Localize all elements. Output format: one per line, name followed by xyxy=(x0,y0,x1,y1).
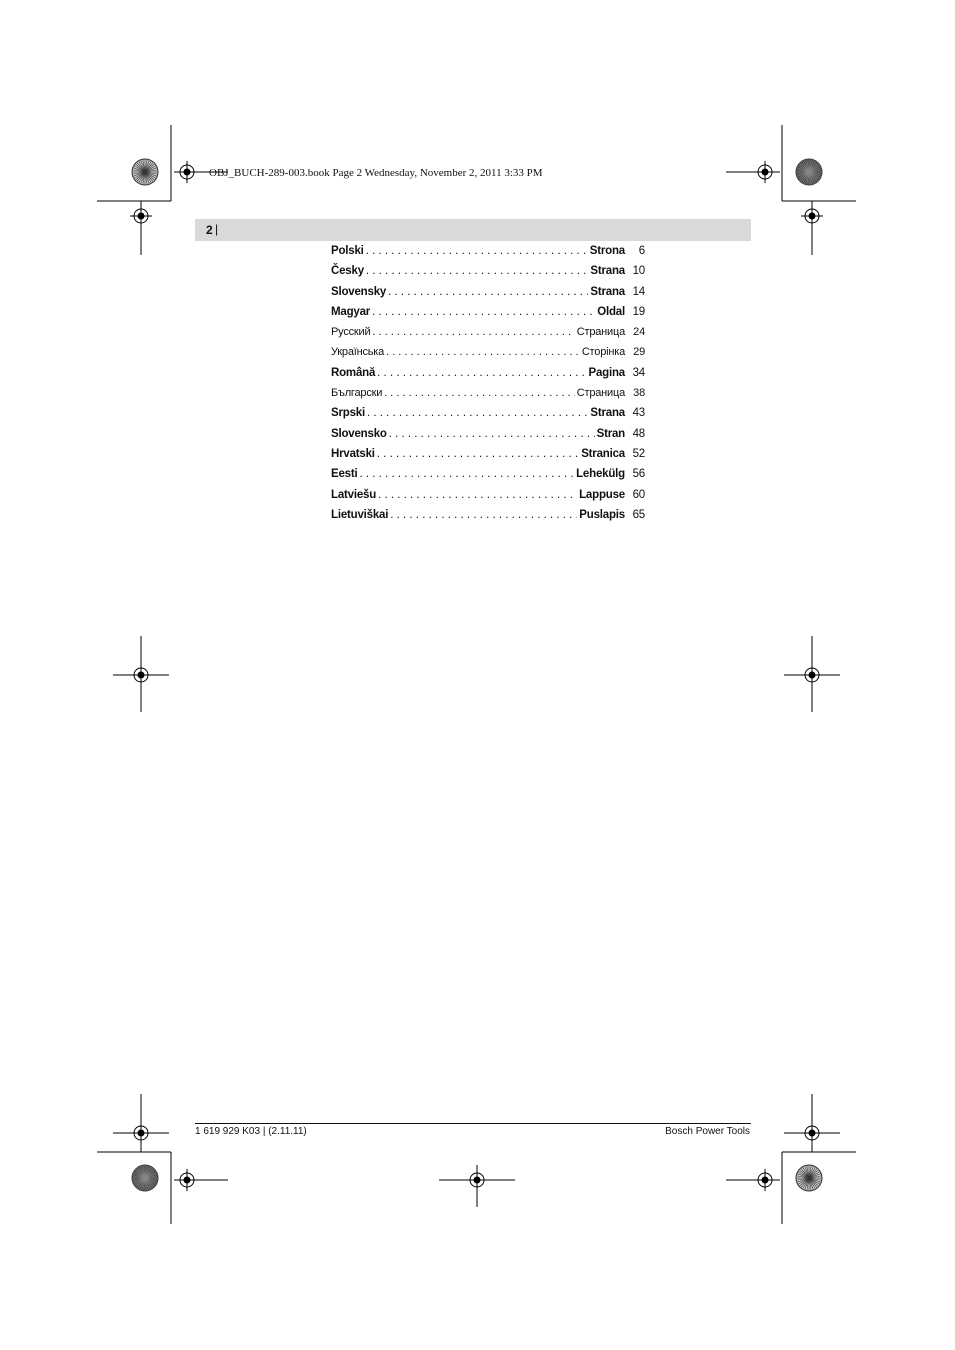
toc-page-word: Strana xyxy=(590,285,625,298)
toc-page-word: Pagina xyxy=(588,366,625,379)
toc-page-word: Сторінка xyxy=(581,346,625,359)
toc-page-word: Страница xyxy=(576,387,625,400)
toc-entry xyxy=(331,428,645,448)
toc-page-number: 14 xyxy=(632,285,645,298)
toc-language: Slovensko xyxy=(331,427,387,440)
toc-language: Polski xyxy=(331,245,364,257)
toc-language: Română xyxy=(331,366,376,379)
toc-language: Magyar xyxy=(331,305,371,318)
toc-page-number: 52 xyxy=(632,447,645,460)
toc-leader-dots xyxy=(377,367,586,379)
toc-entry xyxy=(331,346,645,366)
toc-page-number: 24 xyxy=(633,326,645,339)
toc-entry xyxy=(331,306,645,326)
toc-leader-dots xyxy=(386,346,580,358)
toc-language: Lietuviškai xyxy=(331,508,389,521)
toc-language: Hrvatski xyxy=(331,447,375,460)
toc-page-word: Puslapis xyxy=(579,508,625,521)
toc-entry xyxy=(331,326,645,346)
toc-page-word: Lehekülg xyxy=(576,468,625,481)
toc-page-number: 19 xyxy=(632,305,645,318)
toc-page-number: 38 xyxy=(633,387,645,400)
toc-entry xyxy=(331,245,645,265)
toc-page-word: Страница xyxy=(576,326,625,339)
toc-language: Srpski xyxy=(331,407,365,420)
toc-page-number: 56 xyxy=(632,468,645,481)
toc-page-number: 34 xyxy=(632,366,645,379)
toc-leader-dots xyxy=(366,265,589,277)
starburst-icon xyxy=(796,1165,822,1191)
toc-language: Eesti xyxy=(331,468,358,481)
header-bar xyxy=(195,219,751,241)
toc-page-word: Stranica xyxy=(581,447,625,460)
starburst-icon xyxy=(132,1165,158,1191)
toc-leader-dots xyxy=(377,448,579,460)
toc-leader-dots xyxy=(384,387,575,399)
toc-entry xyxy=(331,509,645,529)
toc-page-number: 48 xyxy=(632,427,645,440)
toc-language: Latviešu xyxy=(331,488,377,501)
toc-entry xyxy=(331,265,645,285)
toc-page-word: Oldal xyxy=(597,305,625,318)
toc-page-word: Lappuse xyxy=(579,488,625,501)
toc-entry xyxy=(331,407,645,427)
toc-leader-dots xyxy=(367,407,588,419)
toc-entry xyxy=(331,367,645,387)
toc-entry xyxy=(331,489,645,509)
starburst-icon xyxy=(796,159,822,185)
toc-page-word: Strana xyxy=(590,265,625,278)
toc-page-word: Strona xyxy=(589,245,625,257)
toc-language: Українська xyxy=(331,346,385,359)
footer-rule xyxy=(195,1123,751,1124)
toc-language: Русский xyxy=(331,326,371,339)
toc-page-word: Stran xyxy=(596,427,625,440)
toc-entry xyxy=(331,286,645,306)
toc-leader-dots xyxy=(366,245,588,257)
page-number: 2 xyxy=(206,223,213,237)
toc-page-word: Strana xyxy=(590,407,625,420)
toc-page-number: 10 xyxy=(632,265,645,278)
toc-leader-dots xyxy=(372,326,574,338)
footer-document-number: 1 619 929 K03 | (2.11.11) xyxy=(195,1126,307,1137)
toc-entry xyxy=(331,468,645,488)
starburst-icon xyxy=(132,159,158,185)
toc-page-number: 60 xyxy=(632,488,645,501)
toc-language: Slovensky xyxy=(331,285,387,298)
footer-brand: Bosch Power Tools xyxy=(665,1126,750,1137)
toc-page-number: 29 xyxy=(633,346,645,359)
toc-language: Česky xyxy=(331,265,364,278)
print-slug: OBJ_BUCH-289-003.book Page 2 Wednesday, November 2, 2011 3:33 PM xyxy=(209,167,543,179)
toc-leader-dots xyxy=(360,468,575,480)
toc-page-number: 6 xyxy=(638,245,645,257)
toc-leader-dots xyxy=(389,428,595,440)
toc-leader-dots xyxy=(378,489,577,501)
toc-leader-dots xyxy=(390,509,577,521)
header-separator: | xyxy=(215,222,219,236)
toc-language: Български xyxy=(331,387,383,400)
toc-entry xyxy=(331,387,645,407)
toc-page-number: 43 xyxy=(632,407,645,420)
toc-leader-dots xyxy=(388,286,588,298)
toc-page-number: 65 xyxy=(632,508,645,521)
toc-leader-dots xyxy=(372,306,595,318)
table-of-contents xyxy=(331,245,645,529)
toc-entry xyxy=(331,448,645,468)
